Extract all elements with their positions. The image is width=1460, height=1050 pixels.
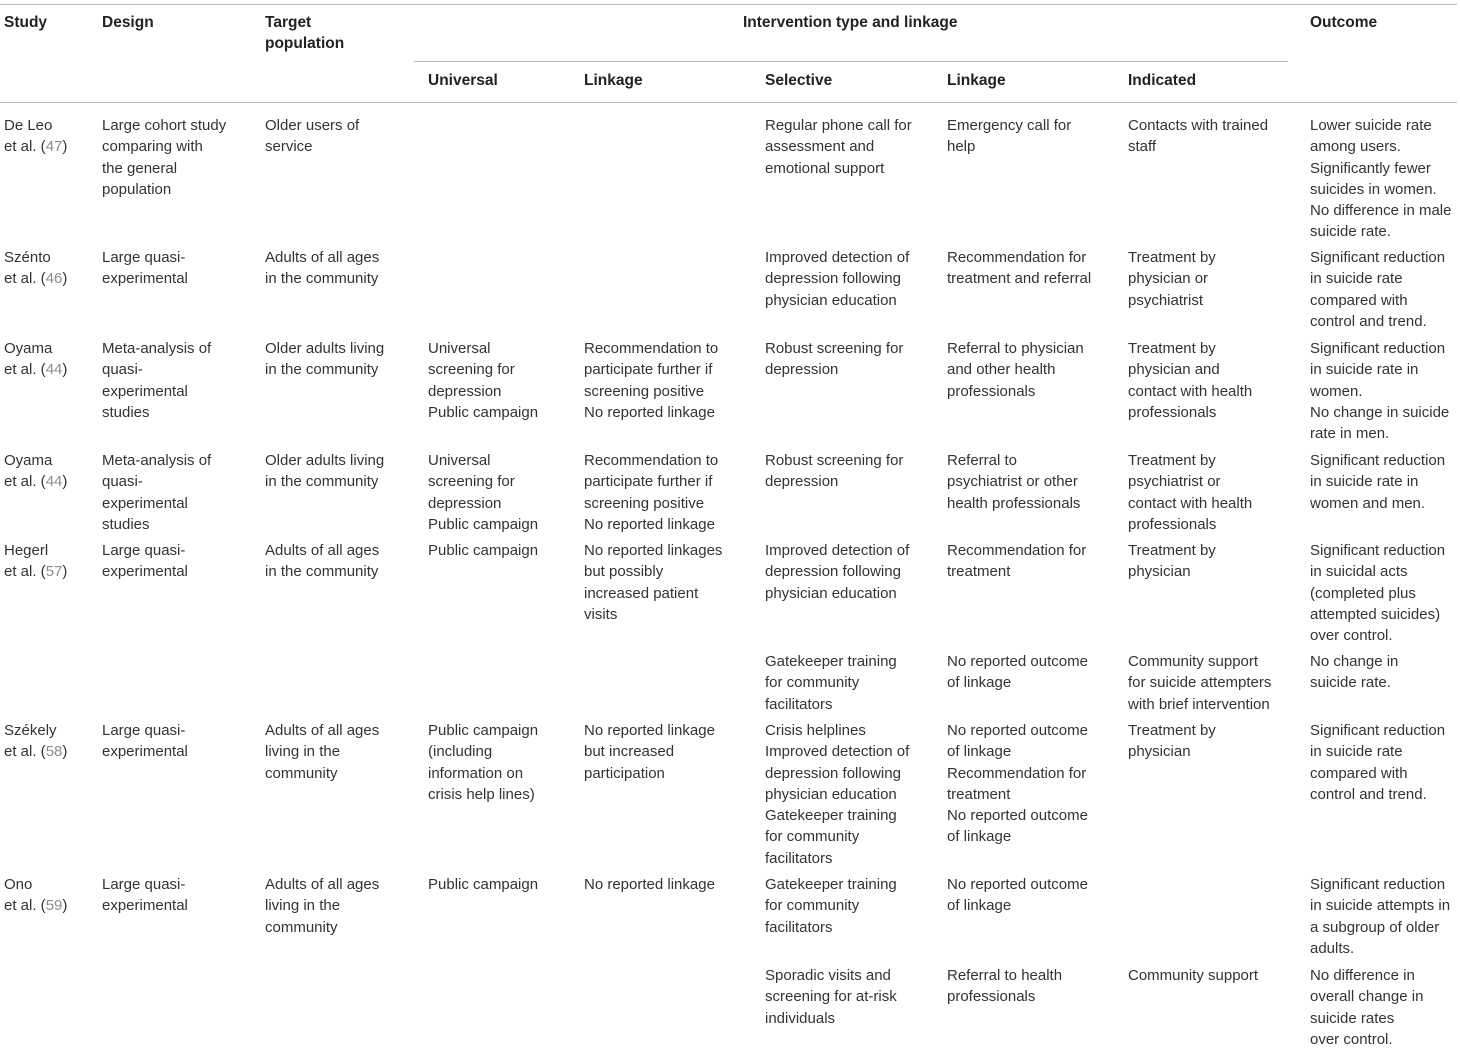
table-row-selective: Gatekeeper training for community facilitators [765, 876, 897, 936]
study-author: Oyama et al. ( [4, 452, 53, 491]
table-row-linkage-selective: Referral to psychiatrist or other health professionals [947, 452, 1081, 512]
study-author: Hegerl et al. ( [4, 542, 49, 581]
reference-link[interactable]: 44 [45, 361, 63, 379]
table-row-design: Meta-analysis of quasi- experimental studies [102, 340, 212, 421]
table-row-design: Large quasi- experimental [102, 722, 188, 761]
table-row-selective: Improved detection of depression following physician education [765, 249, 910, 309]
reference-link[interactable]: 58 [45, 743, 63, 761]
study-author: Székely et al. ( [4, 722, 57, 761]
table-row-indicated: Treatment by psychiatrist or contact with health professionals [1128, 452, 1253, 533]
header-universal: Universal [428, 72, 498, 89]
table-row-linkage-selective: No reported outcome of linkage Recommendation for treatment No reported outcome of linkage [947, 722, 1088, 846]
table-row-linkage-selective: Recommendation for treatment and referral [947, 249, 1092, 288]
header-linkage-universal: Linkage [584, 72, 643, 89]
header-selective: Selective [765, 72, 833, 89]
table-row-indicated: Community support [1128, 967, 1259, 984]
reference-close: ) [62, 743, 68, 761]
table-row-indicated: Treatment by physician [1128, 542, 1216, 581]
table-row-study [4, 720, 67, 763]
table-row-outcome: Significant reduction in suicide rate in women and men. [1310, 452, 1446, 512]
table-row-target: Adults of all ages living in the community [265, 722, 380, 782]
table-row-linkage-selective: No reported outcome of linkage [947, 653, 1088, 692]
table-row-linkage-selective: Referral to physician and other health professionals [947, 340, 1084, 400]
table-row-outcome: Significant reduction in suicide rate compared with control and trend. [1310, 722, 1446, 803]
header-outcome: Outcome [1310, 14, 1378, 31]
table-row-outcome: Significant reduction in suicide attempts in a subgroup of older adults. [1310, 876, 1451, 957]
reference-link[interactable]: 47 [45, 138, 63, 156]
table-row-linkage-selective: Referral to health professionals [947, 967, 1063, 1006]
reference-close: ) [62, 138, 68, 156]
reference-link[interactable]: 59 [45, 897, 63, 915]
reference-close: ) [62, 270, 68, 288]
reference-link[interactable]: 44 [45, 473, 63, 491]
header-indicated: Indicated [1128, 72, 1197, 89]
table-row-study [4, 540, 67, 583]
table-row-study [4, 247, 67, 290]
table-top-rule [0, 4, 1457, 5]
table-row-selective: Regular phone call for assessment and emotional support [765, 117, 912, 177]
table-row-outcome: Significant reduction in suicidal acts (completed plus attempted suicides) over control. [1310, 542, 1446, 645]
table-row-universal: Public campaign [428, 876, 539, 893]
table-row-design: Meta-analysis of quasi- experimental studies [102, 452, 212, 533]
header-intervention: Intervention type and linkage [743, 14, 958, 31]
reference-close: ) [62, 897, 68, 915]
table-row-study [4, 338, 67, 381]
table-row-selective: Sporadic visits and screening for at-risk individuals [765, 967, 897, 1027]
table-row-universal: Universal screening for depression Public campaign [428, 452, 539, 533]
table-row-linkage-universal: No reported linkages but possibly increased patient visits [584, 542, 723, 623]
table-row-indicated: Community support for suicide attempters with brief intervention [1128, 653, 1272, 713]
table-row-study [4, 115, 67, 158]
table-row-selective: Crisis helplines Improved detection of depression following physician education Gatekeeper training for community facilitators [765, 722, 910, 867]
table-row-universal: Universal screening for depression Public campaign [428, 340, 539, 421]
table-row-linkage-universal: Recommendation to participate further if screening positive No reported linkage [584, 452, 719, 533]
table-row-selective: Robust screening for depression [765, 340, 904, 379]
study-author: De Leo et al. ( [4, 117, 53, 156]
table-row-indicated: Treatment by physician or psychiatrist [1128, 249, 1216, 309]
table-row-outcome: No difference in overall change in suicide rates over control. [1310, 967, 1424, 1048]
reference-link[interactable]: 46 [45, 270, 63, 288]
header-target-population: Target population [265, 14, 345, 53]
table-row-linkage-selective: Recommendation for treatment [947, 542, 1087, 581]
header-bottom-rule [0, 102, 1457, 103]
table-row-outcome: Significant reduction in suicide rate compared with control and trend. [1310, 249, 1446, 330]
table-row-target: Adults of all ages in the community [265, 249, 380, 288]
header-study: Study [4, 14, 48, 31]
table-row-indicated: Treatment by physician [1128, 722, 1216, 761]
table-row-selective: Robust screening for depression [765, 452, 904, 491]
table-row-design: Large quasi- experimental [102, 249, 188, 288]
table-row-linkage-selective: Emergency call for help [947, 117, 1072, 156]
table-row-target: Older adults living in the community [265, 340, 385, 379]
table-row-universal: Public campaign (including information on crisis help lines) [428, 722, 539, 803]
reference-close: ) [62, 473, 68, 491]
table-row-study [4, 450, 67, 493]
table-row-outcome: Lower suicide rate among users. Significantly fewer suicides in women. No difference in male suicide rate. [1310, 117, 1452, 241]
table-row-linkage-selective: No reported outcome of linkage [947, 876, 1088, 915]
table-row-outcome: Significant reduction in suicide rate in women. No change in suicide rate in men. [1310, 340, 1450, 443]
study-author: Oyama et al. ( [4, 340, 53, 379]
study-author: Szénto et al. ( [4, 249, 51, 288]
header-linkage-selective: Linkage [947, 72, 1006, 89]
table-row-target: Older users of service [265, 117, 360, 156]
header-design: Design [102, 14, 154, 31]
table-row-indicated: Treatment by physician and contact with health professionals [1128, 340, 1253, 421]
intervention-subheader-rule [414, 61, 1288, 62]
reference-link[interactable]: 57 [45, 563, 63, 581]
table-row-outcome: No change in suicide rate. [1310, 653, 1399, 692]
table-row-target: Adults of all ages in the community [265, 542, 380, 581]
table-row-selective: Improved detection of depression following physician education [765, 542, 910, 602]
table-row-target: Adults of all ages living in the community [265, 876, 380, 936]
table-row-design: Large quasi- experimental [102, 876, 188, 915]
reference-close: ) [62, 563, 68, 581]
table-row-selective: Gatekeeper training for community facilitators [765, 653, 897, 713]
table-row-design: Large cohort study comparing with the general population [102, 117, 227, 198]
table-row-study [4, 874, 67, 917]
table-row-design: Large quasi- experimental [102, 542, 188, 581]
reference-close: ) [62, 361, 68, 379]
table-row-target: Older adults living in the community [265, 452, 385, 491]
table-row-indicated: Contacts with trained staff [1128, 117, 1269, 156]
study-author: Ono et al. ( [4, 876, 46, 915]
table-row-universal: Public campaign [428, 542, 539, 559]
table-row-linkage-universal: No reported linkage but increased participation [584, 722, 715, 782]
table-row-linkage-universal: No reported linkage [584, 876, 715, 893]
table-row-linkage-universal: Recommendation to participate further if screening positive No reported linkage [584, 340, 719, 421]
